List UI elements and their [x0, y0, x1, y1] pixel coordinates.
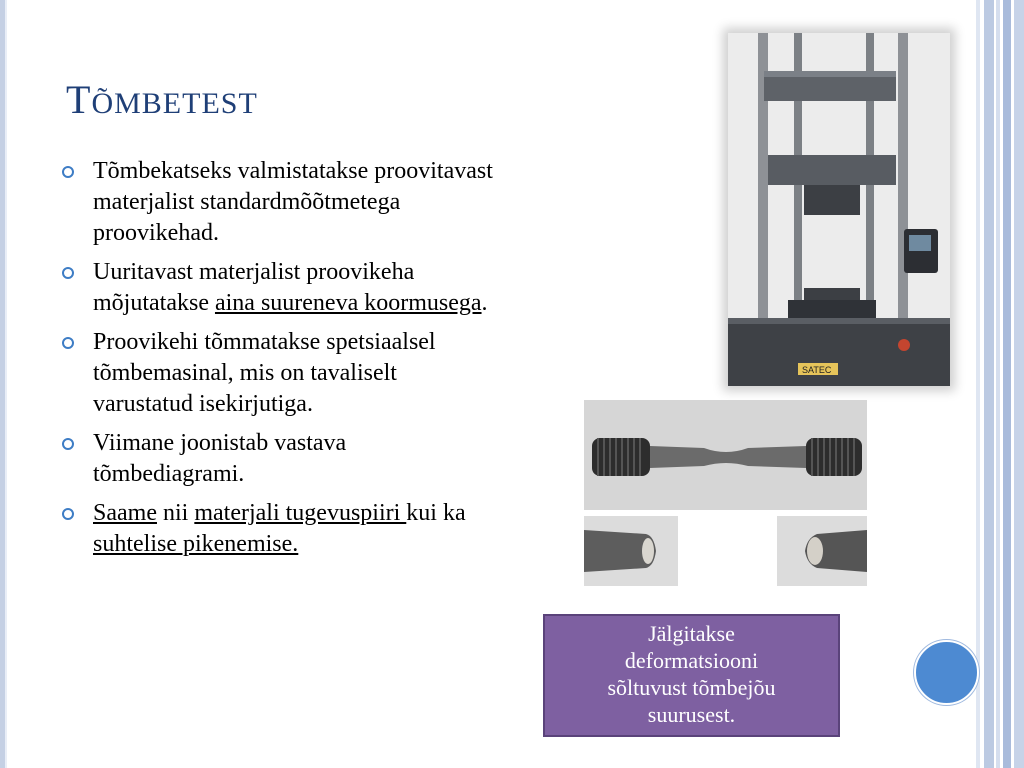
bullet-text: . — [481, 290, 488, 316]
fracture-right-illustration — [777, 516, 867, 586]
bullet-item — [60, 327, 500, 420]
bullet-text-underlined: materjali tugevuspiiri — [194, 500, 407, 526]
fracture-photo-left — [584, 516, 678, 586]
bullet-text: Uuritavast materjalist proovikeha mõjutatakse — [93, 259, 415, 316]
page-title — [66, 76, 258, 123]
bullet-list — [60, 156, 500, 568]
specimen-photo — [584, 400, 867, 510]
machine-label: SATEC — [802, 365, 832, 375]
note-box — [543, 614, 840, 737]
bullet-marker-icon — [62, 337, 74, 349]
bullet-marker-icon — [62, 438, 74, 450]
bullet-marker-icon — [62, 267, 74, 279]
bullet-item — [60, 156, 500, 249]
bullet-text: nii — [156, 500, 195, 526]
tensile-machine-illustration — [728, 33, 950, 386]
title-rest: ÕMBETEST — [91, 87, 258, 120]
bullet-marker-icon — [62, 166, 74, 178]
note-line: suurusest. — [647, 702, 736, 727]
title-first-letter: T — [66, 77, 92, 122]
specimen-illustration — [584, 400, 867, 510]
bullet-text-underlined: suhtelise pikenemise. — [93, 531, 299, 557]
note-line: Jälgitakse — [648, 621, 735, 646]
bullet-item — [60, 257, 500, 319]
bullet-text-underlined: Saame — [93, 500, 157, 526]
slide-frame-right — [976, 0, 1024, 768]
bullet-text: Proovikehi tõmmatakse spetsiaalsel tõmbemasinal, mis on tavaliselt varustatud isekirjutiga. — [93, 329, 436, 417]
bullet-text: Viimane joonistab vastava tõmbediagrami. — [93, 430, 347, 487]
bullet-marker-icon — [62, 508, 74, 520]
bullet-text-underlined: aina suureneva koormusega — [214, 290, 482, 316]
note-line: sõltuvust tõmbejõu — [607, 675, 776, 700]
fracture-photo-right — [777, 516, 867, 586]
fracture-left-illustration — [584, 516, 678, 586]
slide-frame-left-inner — [5, 0, 7, 768]
bullet-text: Tõmbekatseks valmistatakse proovitavast materjalist standardmõõtmetega proovikehad. — [93, 158, 493, 246]
note-line: deformatsiooni — [624, 648, 759, 673]
decorative-circle — [914, 640, 979, 705]
bullet-item — [60, 498, 500, 560]
bullet-text: kui ka — [406, 500, 466, 526]
tensile-machine-photo — [728, 33, 950, 386]
bullet-item — [60, 428, 500, 490]
